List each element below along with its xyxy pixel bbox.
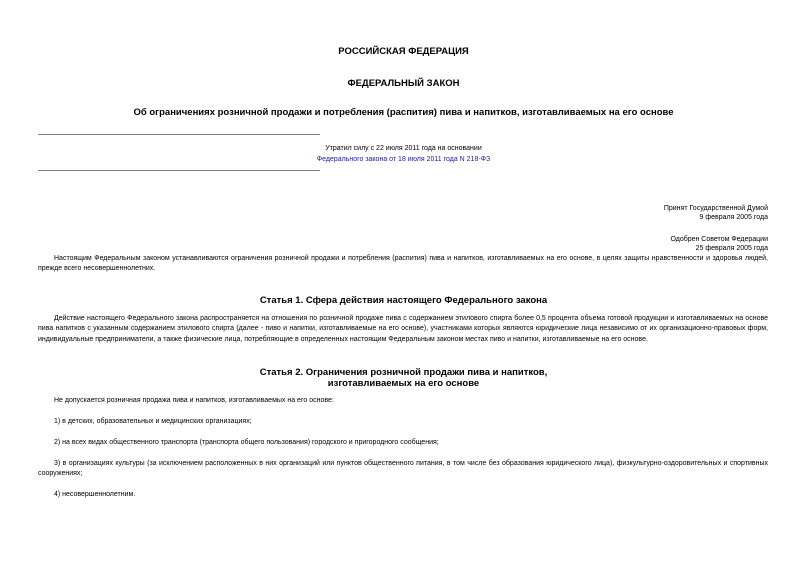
list-item: 2) на всех видах общественного транспорта (транспорта общего пользования) городского и пригородного сообщения;	[54, 439, 439, 446]
article1-paragraph: Действие настоящего Федерального закона распространяется на отношения по розничной продаже пива с содержанием этилового спирта более 0,5 процента объема готовой продукции и изготавливаемых на основе пива напитков с указанным содержанием этилового спирта (далее - пиво и напитки, изготавливаемые на его основе), участниками которых являются юридические лица независимо от их организационно-правовых форм, индивидуальные предприниматели, а также физические лица, потребляющие в определенных настоящим Федеральным законом местах пиво и напитки, изготавливаемые на его основе.	[38, 315, 768, 343]
list-item: 3) в организациях культуры (за исключением расположенных в них организаций или пунктов общественного питания, в том числе без образования юридического лица), физкультурно-оздоровительных и спортивных сооружениях;	[38, 460, 768, 478]
article2-heading-line1: Статья 2. Ограничения розничной продажи пива и напитков,	[259, 367, 548, 378]
country-heading: РОССИЙСКАЯ ФЕДЕРАЦИЯ	[338, 46, 469, 57]
status-line: Утратил силу с 22 июля 2011 года на основании	[325, 145, 482, 152]
list-item: 4) несовершеннолетним.	[54, 491, 136, 498]
divider-top	[38, 134, 320, 135]
preamble-paragraph: Настоящим Федеральным законом устанавливаются ограничения розничной продажи и потребления (распития) пива и напитков, изготавливаемых на его основе, в целях защиты нравственности и здоровья людей, прежде всего несовершеннолетних.	[38, 255, 768, 273]
article2-intro: Не допускается розничная продажа пива и напитков, изготавливаемых на его основе:	[54, 397, 334, 404]
article2-heading-line2: изготавливаемых на его основе	[327, 378, 480, 389]
repeal-law-link[interactable]: Федерального закона от 18 июля 2011 года N 218-ФЗ	[316, 156, 491, 163]
article1-heading: Статья 1. Сфера действия настоящего Федерального закона	[259, 295, 548, 306]
duma-adoption-date: 9 февраля 2005 года	[699, 214, 768, 221]
law-title: Об ограничениях розничной продажи и потребления (распития) пива и напитков, изготавливаемых на его основе	[133, 107, 674, 118]
duma-adoption-line1: Принят Государственной Думой	[663, 205, 768, 212]
council-approval-line1: Одобрен Советом Федерации	[670, 236, 768, 243]
council-approval-date: 25 февраля 2005 года	[695, 245, 768, 252]
divider-bottom	[38, 170, 320, 171]
council-approval	[670, 235, 768, 253]
list-item: 1) в детских, образовательных и медицинских организациях;	[54, 418, 252, 425]
law-type-heading: ФЕДЕРАЛЬНЫЙ ЗАКОН	[347, 78, 460, 89]
duma-adoption	[664, 204, 768, 222]
